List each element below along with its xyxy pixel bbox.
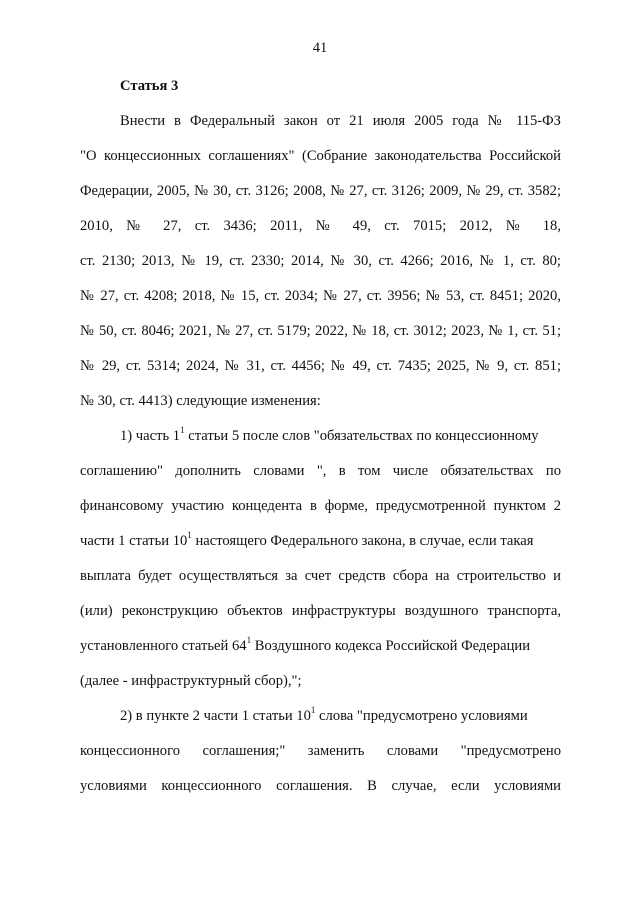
text-line: 2010, № 27, ст. 3436; 2011, № 49, ст. 7015; 2012, № 18, xyxy=(80,218,561,234)
text-line: концессионного соглашения;" заменить словами "предусмотрено xyxy=(80,743,561,759)
superscript: 1 xyxy=(310,705,316,716)
text-segment: настоящего Федерального закона, в случае, если такая xyxy=(191,533,534,549)
text-line: Федерации, 2005, № 30, ст. 3126; 2008, № 27, ст. 3126; 2009, № 29, ст. 3582; xyxy=(80,183,561,199)
text-segment: статьи 5 после слов "обязательствах по концессионному xyxy=(184,428,539,444)
text-segment: Воздушного кодекса Российской Федерации xyxy=(251,638,531,654)
text-line: № 50, ст. 8046; 2021, № 27, ст. 5179; 2022, № 18, ст. 3012; 2023, № 1, ст. 51; xyxy=(80,323,561,339)
text-line: условиями концессионного соглашения. В случае, если условиями xyxy=(80,778,561,794)
superscript: 1 xyxy=(246,635,252,646)
superscript: 1 xyxy=(180,425,185,436)
text-segment: слова "предусмотрено условиями xyxy=(315,708,528,724)
text-line: Внести в Федеральный закон от 21 июля 2005 года № 115-ФЗ xyxy=(120,113,561,129)
text-segment: части 1 статьи 10 xyxy=(80,533,188,549)
text-line: № 30, ст. 4413) следующие изменения: xyxy=(80,393,321,409)
text-line xyxy=(80,637,561,655)
text-line xyxy=(80,532,561,550)
text-line xyxy=(120,427,561,445)
text-line: "О концессионных соглашениях" (Собрание законодательства Российской xyxy=(80,148,561,164)
text-segment: 2) в пункте 2 части 1 статьи 10 xyxy=(120,708,311,724)
text-line: ст. 2130; 2013, № 19, ст. 2330; 2014, № 30, ст. 4266; 2016, № 1, ст. 80; xyxy=(80,253,561,269)
text-line: соглашению" дополнить словами ", в том числе обязательствах по xyxy=(80,463,561,479)
text-segment: установленного статьей 64 xyxy=(80,638,247,654)
text-line: № 27, ст. 4208; 2018, № 15, ст. 2034; № 27, ст. 3956; № 53, ст. 8451; 2020, xyxy=(80,288,561,304)
text-line: финансовому участию концедента в форме, предусмотренной пунктом 2 xyxy=(80,498,561,514)
text-line: (далее - инфраструктурный сбор),"; xyxy=(80,673,302,689)
page-number: 41 xyxy=(312,40,328,56)
text-segment: 1) часть 1 xyxy=(120,428,181,444)
superscript: 1 xyxy=(187,530,192,541)
text-line: № 29, ст. 5314; 2024, № 31, ст. 4456; № 49, ст. 7435; 2025, № 9, ст. 851; xyxy=(80,358,561,374)
text-line: выплата будет осуществляться за счет средств сбора на строительство и xyxy=(80,568,561,584)
article-heading: Статья 3 xyxy=(120,78,179,94)
text-line: (или) реконструкцию объектов инфраструктуры воздушного транспорта, xyxy=(80,603,561,619)
text-line xyxy=(120,707,561,725)
